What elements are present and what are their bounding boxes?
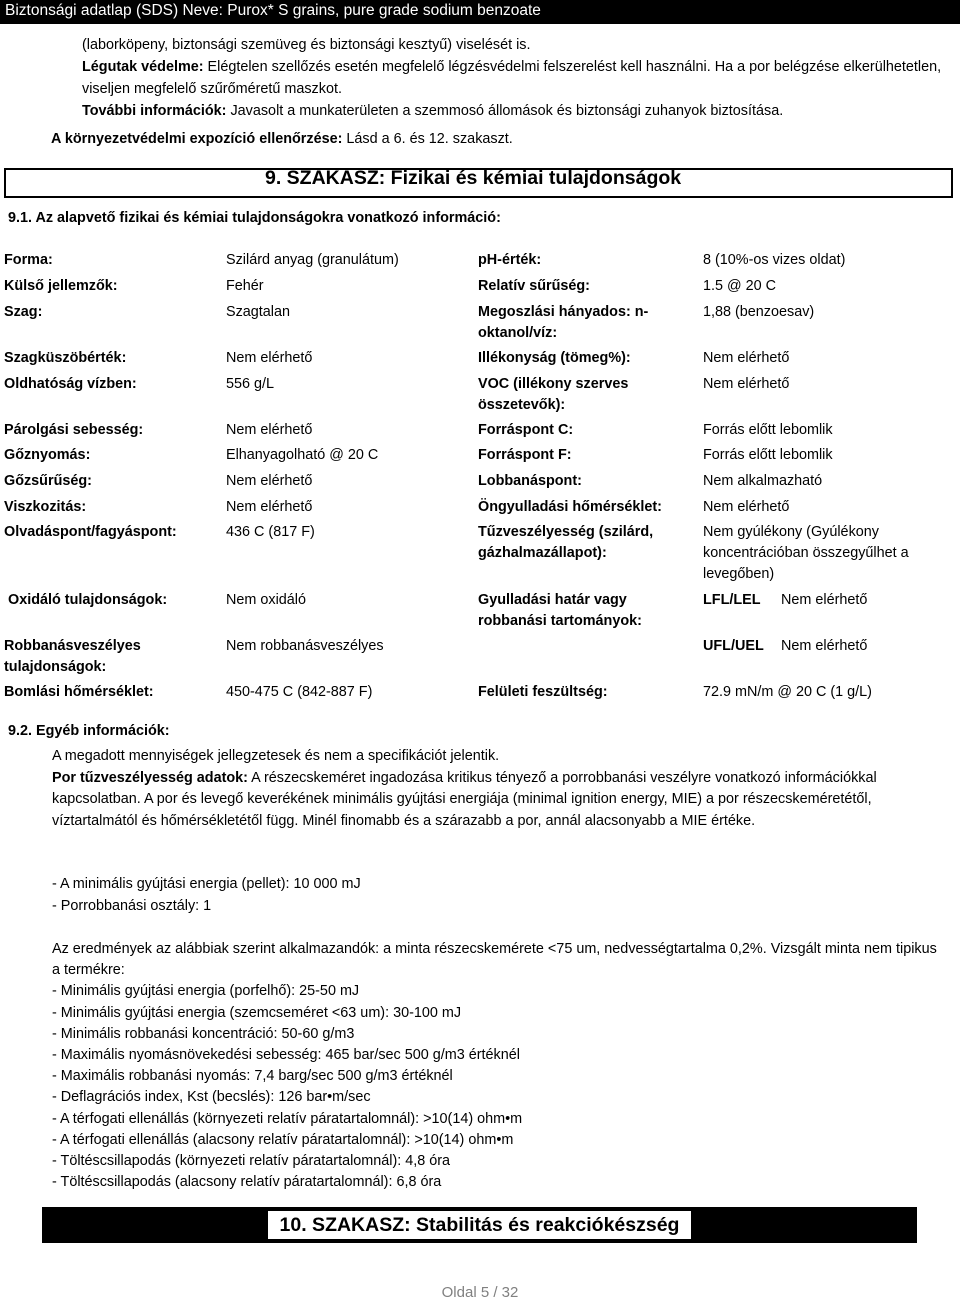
property-value: Nem elérhető — [781, 592, 868, 608]
respiratory-label: Légutak védelme: — [82, 59, 204, 75]
property-value: 8 (10%-os vizes oldat) — [703, 252, 846, 268]
property-label: Gőznyomás: — [4, 447, 91, 463]
list-item: - A térfogati ellenállás (alacsony relatív páratartalomnál): >10(14) ohm•m — [52, 1131, 514, 1148]
additional-info-text: Javasolt a munkaterületen a szemmosó állomások és biztonsági zuhanyok biztosítása. — [226, 103, 784, 119]
property-label: Oxidáló tulajdonságok: — [8, 592, 168, 608]
property-value: Nem elérhető — [781, 638, 868, 654]
property-label: Felületi feszültség: — [478, 684, 608, 700]
test-results-list — [52, 939, 942, 1193]
property-sublabel: UFL/UEL — [703, 638, 764, 654]
property-value: Elhanyagolható @ 20 C — [226, 447, 379, 463]
respiratory-text: Elégtelen szellőzés esetén megfelelő légzésvédelmi felszerelést kell használni. Ha a por belégzése elkerülhetetlen, viseljen megfelelő szűrőméretű maszkot. — [82, 59, 942, 97]
list-item: - Töltéscsillapodás (alacsony relatív páratartalomnál): 6,8 óra — [52, 1174, 442, 1191]
property-label: Viszkozitás: — [4, 499, 87, 515]
environmental-exposure-label: A környezetvédelmi expozíció ellenőrzése: — [51, 131, 343, 147]
list-item: - Porrobbanási osztály: 1 — [52, 897, 212, 914]
property-label: Robbanásveszélyes tulajdonságok: — [4, 638, 141, 675]
property-value: Nem robbanásveszélyes — [226, 638, 384, 654]
section10-banner — [42, 1207, 917, 1243]
list-item: - Maximális nyomásnövekedési sebesség: 465 bar/sec 500 g/m3 értéknél — [52, 1047, 520, 1064]
dust-fire-paragraph — [52, 768, 942, 833]
list-item: - Maximális robbanási nyomás: 7,4 barg/sec 500 g/m3 értéknél — [52, 1068, 453, 1085]
page-number: Oldal 5 / 32 — [441, 1284, 519, 1301]
property-label: Lobbanáspont: — [478, 473, 582, 489]
property-value: Nem elérhető — [226, 473, 313, 489]
property-value: 1.5 @ 20 C — [703, 278, 777, 294]
list-item: - Minimális gyújtási energia (porfelhő): 25-50 mJ — [52, 983, 360, 1000]
property-value: Fehér — [226, 278, 264, 294]
test-results-intro: Az eredmények az alábbiak szerint alkalmazandók: a minta részecskemérete <75 um, nedvességtartalma 0,2%. Vizsgált minta nem tipikus a termékre: — [52, 941, 937, 979]
property-value: 450-475 C (842-887 F) — [226, 684, 373, 700]
property-label: Gyulladási határ vagy robbanási tartományok: — [478, 592, 642, 629]
respiratory-protection — [82, 56, 942, 100]
property-label: Szag: — [4, 304, 43, 320]
list-item: - A minimális gyújtási energia (pellet): 10 000 mJ — [52, 876, 361, 892]
property-label: Tűzveszélyesség (szilárd, gázhalmazállapot): — [478, 524, 654, 561]
property-label: Öngyulladási hőmérséklet: — [478, 499, 662, 515]
property-value: Szilárd anyag (granulátum) — [226, 252, 399, 268]
property-label: VOC (illékony szerves összetevők): — [478, 376, 629, 413]
property-value: 72.9 mN/m @ 20 C (1 g/L) — [703, 684, 872, 700]
property-label: Relatív sűrűség: — [478, 278, 590, 294]
dust-fire-text: A részecskeméret ingadozása kritikus tényező a porrobbanási veszélyre vonatkozó információkkal kapcsolatban. A por és levegő keverékének minimális gyújtási energiája (minimal ignition energy, MIE) a por részecskeméretétől, víztartalmától és hőmérsékletétől függ. Minél finomabb és a szárazabb a por, annál alacsonyabb a MIE értéke. — [52, 769, 877, 829]
property-label: Olvadáspont/fagyáspont: — [4, 524, 177, 540]
section8-continuation — [82, 34, 942, 122]
property-label: Külső jellemzők: — [4, 278, 118, 294]
property-value: Nem elérhető — [703, 350, 790, 366]
property-label: Megoszlási hányados: n-oktanol/víz: — [478, 304, 649, 341]
list-item: - Töltéscsillapodás (környezeti relatív páratartalomnál): 4,8 óra — [52, 1153, 451, 1170]
property-label: Párolgási sebesség: — [4, 422, 144, 438]
list-item: - Deflagrációs index, Kst (becslés): 126 bar•m/sec — [52, 1089, 371, 1106]
section9-title: 9. SZAKASZ: Fizikai és kémiai tulajdonságok — [265, 167, 682, 189]
info-paragraph: A megadott mennyiségek jellegzetesek és nem a specifikációt jelentik. — [52, 748, 500, 764]
property-value: Nem alkalmazható — [703, 473, 823, 489]
subsection-9-2-title: 9.2. Egyéb információk: — [8, 723, 170, 739]
list-item: - Minimális gyújtási energia (szemcseméret <63 um): 30-100 mJ — [52, 1004, 462, 1021]
document-header — [0, 0, 960, 24]
dust-fire-label: Por tűzveszélyesség adatok: — [52, 769, 248, 786]
ppe-line: (laborköpeny, biztonsági szemüveg és biztonsági kesztyű) viselését is. — [82, 37, 531, 53]
property-label: Gőzsűrűség: — [4, 473, 92, 489]
property-label: Illékonyság (tömeg%): — [478, 350, 631, 366]
property-label: Forma: — [4, 252, 53, 268]
property-label: Bomlási hőmérséklet: — [4, 684, 154, 700]
list-item: - A térfogati ellenállás (környezeti relatív páratartalomnál): >10(14) ohm•m — [52, 1110, 523, 1127]
property-value: Nem oxidáló — [226, 592, 306, 608]
property-value: Nem elérhető — [226, 350, 313, 366]
property-sublabel: LFL/LEL — [703, 592, 761, 608]
additional-info-label: További információk: — [82, 103, 227, 119]
property-value: 1,88 (benzoesav) — [703, 304, 815, 320]
property-label: Oldhatóság vízben: — [4, 376, 137, 392]
property-value: Forrás előtt lebomlik — [703, 447, 833, 463]
environmental-exposure — [51, 128, 513, 150]
subsection-9-1-title: 9.1. Az alapvető fizikai és kémiai tulajdonságokra vonatkozó információ: — [8, 210, 501, 226]
property-value: Nem elérhető — [703, 376, 790, 392]
property-value: 556 g/L — [226, 376, 275, 392]
property-value: Nem gyúlékony (Gyúlékony koncentrációban összegyűlhet a levegőben) — [703, 524, 909, 582]
property-label: pH-érték: — [478, 252, 542, 268]
property-value: Forrás előtt lebomlik — [703, 422, 833, 438]
ignition-list — [52, 874, 361, 917]
property-value: Szagtalan — [226, 304, 291, 320]
property-value: 436 C (817 F) — [226, 524, 315, 540]
other-information — [52, 746, 942, 832]
list-item: - Minimális robbanási koncentráció: 50-60 g/m3 — [52, 1025, 355, 1042]
property-value: Nem elérhető — [226, 422, 313, 438]
property-label: Forráspont F: — [478, 447, 572, 463]
section10-title: 10. SZAKASZ: Stabilitás és reakciókészség — [268, 1211, 692, 1239]
property-label: Szagküszöbérték: — [4, 350, 127, 366]
property-value: Nem elérhető — [226, 499, 313, 515]
property-label: Forráspont C: — [478, 422, 574, 438]
additional-info — [82, 100, 942, 122]
document-title: Biztonsági adatlap (SDS) Neve: Purox* S grains, pure grade sodium benzoate — [5, 2, 541, 19]
environmental-exposure-text: Lásd a 6. és 12. szakaszt. — [342, 131, 513, 147]
property-value: Nem elérhető — [703, 499, 790, 515]
